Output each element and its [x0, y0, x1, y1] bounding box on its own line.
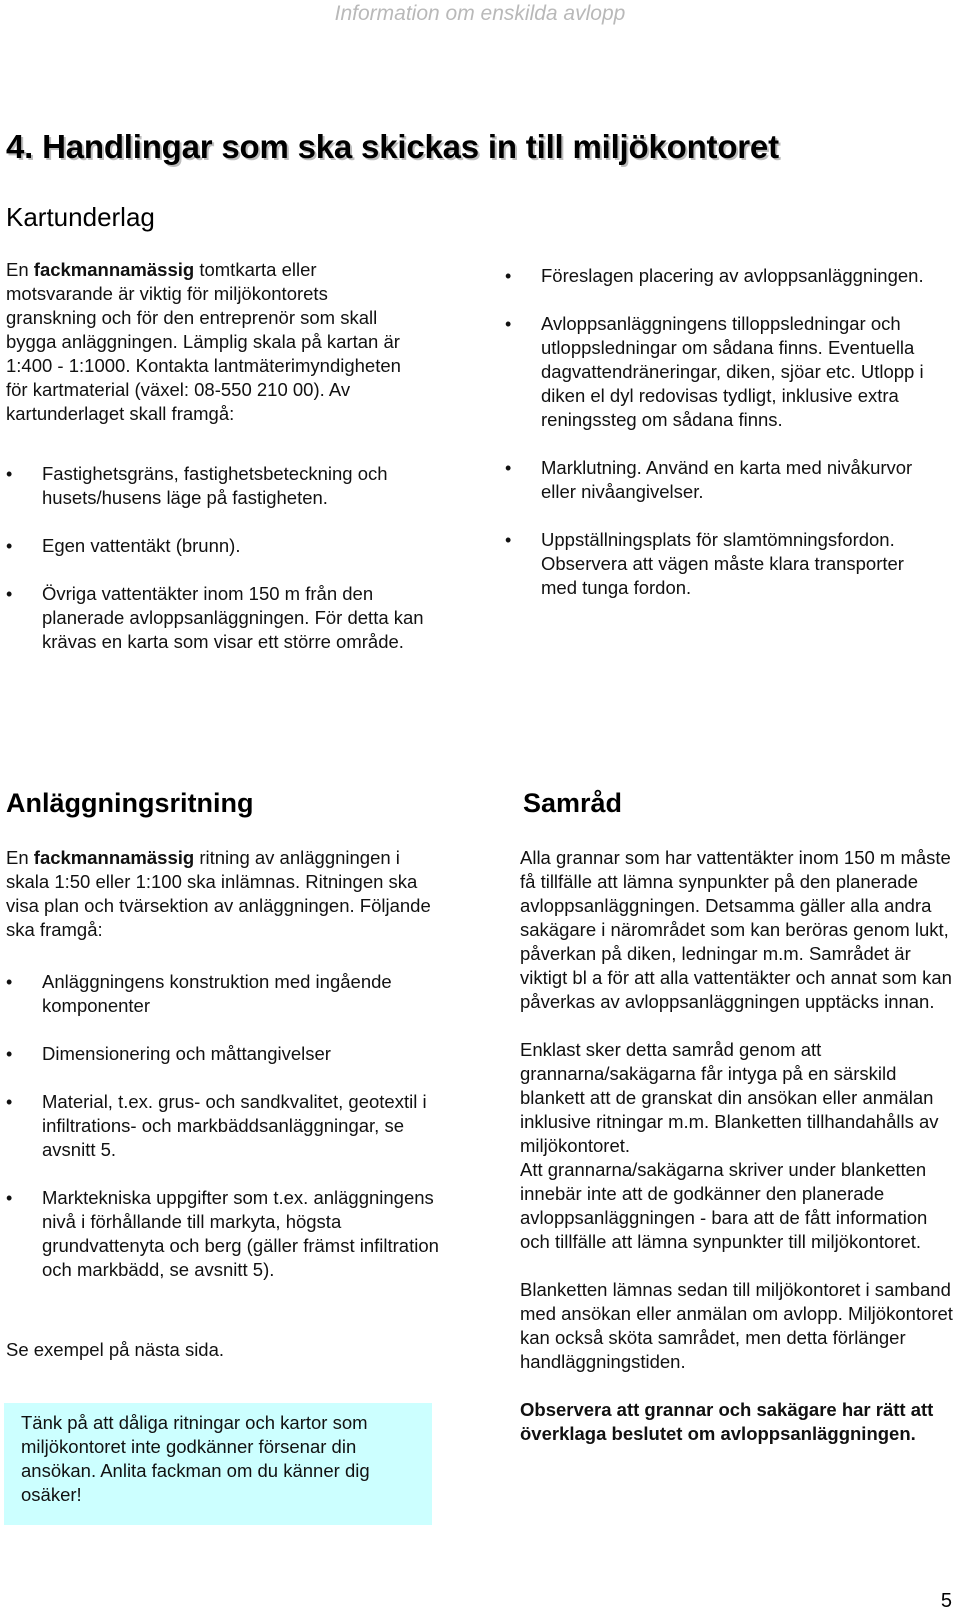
anlaggningsritning-list: [6, 970, 446, 1282]
list-item: • Fastighetsgräns, fastighetsbeteckning och husets/husens läge på fastigheten.: [6, 463, 388, 508]
kartunderlag-list-right: [505, 264, 945, 600]
document-header: Information om enskilda avlopp: [334, 2, 626, 25]
page-title: 4. Handlingar som ska skickas in till miljökontoret: [6, 128, 779, 165]
list-item: • Övriga vattentäkter inom 150 m från den planerade avloppsanläggningen. För detta kan krävas en karta som visar ett större område.: [6, 583, 424, 652]
example-reference: Se exempel på nästa sida.: [6, 1339, 225, 1360]
section-heading-kartunderlag: Kartunderlag: [6, 202, 155, 232]
list-item: • Dimensionering och måttangivelser: [6, 1043, 331, 1064]
samrad-warning: Observera att grannar och sakägare har rätt att överklaga beslutet om avloppsanläggningen.: [520, 1399, 934, 1444]
samrad-paragraph: Att grannarna/sakägarna skriver under blanketten innebär inte att de godkänner den planerade avloppsanläggningen - bara att de fått information och tillfälle att lämna synpunkter till miljökontoret.: [520, 1159, 928, 1252]
page-number: 5: [940, 1590, 952, 1612]
list-item: • Anläggningens konstruktion med ingående komponenter: [6, 971, 392, 1016]
list-item: • Föreslagen placering av avloppsanläggningen.: [505, 265, 924, 286]
samrad-paragraph: Enklast sker detta samråd genom att grannarna/sakägarna får intyga på en särskild blankett att de granskat din ansökan eller anmälan inklusive ritningar m.m. Blanketten tillhandahålls av miljökontoret.: [520, 1039, 939, 1156]
samrad-paragraph: Blanketten lämnas sedan till miljökontoret i samband med ansökan eller anmälan om avlopp. Miljökontoret kan också sköta samrådet, men detta förlänger handläggningstiden.: [520, 1279, 953, 1372]
kartunderlag-intro: En fackmannamässig tomtkarta eller motsvarande är viktig för miljökontorets granskning och för den entreprenör som skall bygga anläggningen. Lämplig skala på kartan är 1:400 - 1:1000. Kontakta lantmäterimyndigheten för kartmaterial (växel: 08-550 210 00). Av kartunderlaget skall framgå:: [6, 259, 401, 424]
list-item: • Material, t.ex. grus- och sandkvalitet, geotextil i infiltrations- och markbäddsanläggningar, se avsnitt 5.: [6, 1091, 427, 1160]
anlaggningsritning-intro: En fackmannamässig ritning av anläggningen i skala 1:50 eller 1:100 ska inlämnas. Ritningen ska visa plan och tvärsektion av anläggningen. Följande ska framgå:: [6, 847, 431, 940]
list-item: • Uppställningsplats för slamtömningsfordon. Observera att vägen måste klara transporter med tunga fordon.: [505, 529, 904, 598]
list-item: • Egen vattentäkt (brunn).: [6, 535, 241, 556]
kartunderlag-list-left: [6, 462, 426, 654]
list-item: • Marklutning. Använd en karta med nivåkurvor eller nivåangivelser.: [505, 457, 913, 502]
note-box: Tänk på att dåliga ritningar och kartor som miljökontoret inte godkänner försenar din ansökan. Anlita fackman om du känner dig osäker!: [4, 1403, 432, 1525]
section-heading-anlaggningsritning: Anläggningsritning: [6, 788, 254, 818]
list-item: • Marktekniska uppgifter som t.ex. anläggningens nivå i förhållande till markyta, högsta grundvattenyta och berg (gäller främst infiltration och markbädd, se avsnitt 5).: [6, 1187, 439, 1280]
section-heading-samrad: Samråd: [523, 788, 623, 818]
list-item: • Avloppsanläggningens tilloppsledningar och utloppsledningar om sådana finns. Eventuella dagvattendräneringar, diken, sjöar etc. Utlopp i diken el dyl redovisas tydligt, inklusive extra reningssteg om sådana finns.: [505, 313, 924, 430]
samrad-body: [520, 846, 960, 1446]
samrad-paragraph: Alla grannar som har vattentäkter inom 150 m måste få tillfälle att lämna synpunkter på den planerade avloppsanläggningen. Detsamma gäller alla andra sakägare i närområdet som kan beröras genom lukt, påverkan på diken, ledningar m.m. Samrådet är viktigt bl a för att alla vattentäkter och annat som kan påverkas av avloppsanläggningen upptäcks innan.: [520, 847, 952, 1012]
